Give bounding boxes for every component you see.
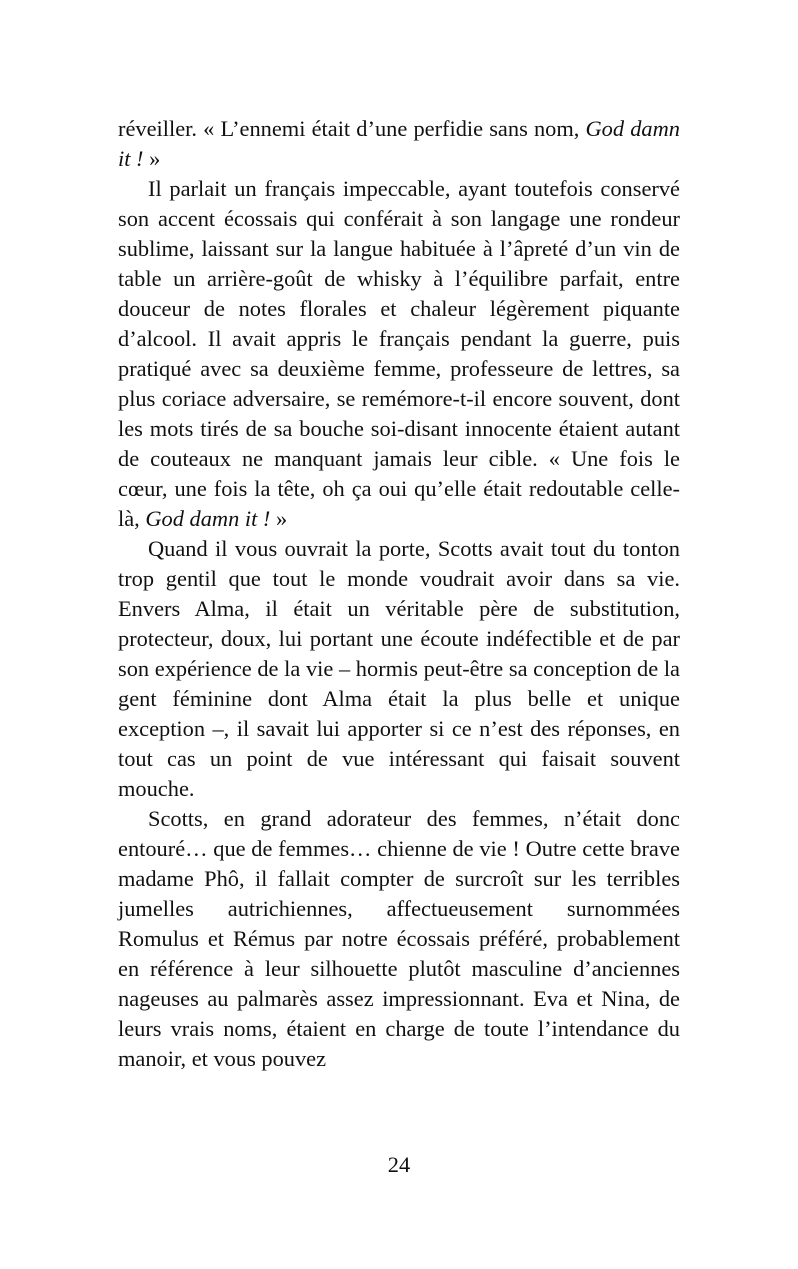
paragraph [118, 804, 680, 1074]
paragraph [118, 174, 680, 534]
paragraph [118, 534, 680, 804]
italic-text-segment: God damn it ! [145, 506, 271, 531]
book-page-text [118, 114, 680, 1074]
text-segment: » [143, 146, 161, 171]
text-segment: » [270, 506, 288, 531]
paragraph [118, 114, 680, 174]
text-segment: réveiller. « L’ennemi était d’une perfidie sans nom, [118, 116, 586, 141]
text-segment: Scotts, en grand adorateur des femmes, n’était donc entouré… que de femmes… chienne de vie ! Outre cette brave madame Phô, il fallait compter de surcroît sur les terribles jumelles autrichiennes, affectueusement surnommées Romulus et Rémus par notre écossais préféré, probablement en référence à leur silhouette plutôt masculine d’anciennes nageuses au palmarès assez impressionnant. Eva et Nina, de leurs vrais noms, étaient en charge de toute l’intendance du manoir, et vous pouvez [118, 806, 680, 1071]
text-segment: Il parlait un français impeccable, ayant toutefois conservé son accent écossais qui conférait à son langage une rondeur sublime, laissant sur la langue habituée à l’âpreté d’un vin de table un arrière-goût de whisky à l’équilibre parfait, entre douceur de notes florales et chaleur légèrement piquante d’alcool. Il avait appris le français pendant la guerre, puis pratiqué avec sa deuxième femme, professeure de lettres, sa plus coriace adversaire, se remémore-t-il encore souvent, dont les mots tirés de sa bouche soi-disant innocente étaient autant de couteaux ne manquant jamais leur cible. « Une fois le cœur, une fois la tête, oh ça oui qu’elle était redoutable celle-là, [118, 176, 680, 531]
italic-text-segment: God damn it ! [118, 116, 680, 171]
page-number: 24 [387, 1152, 411, 1177]
text-segment: Quand il vous ouvrait la porte, Scotts avait tout du tonton trop gentil que tout le monde voudrait avoir dans sa vie. Envers Alma, il était un véritable père de substitution, protecteur, doux, lui portant une écoute indéfectible et de par son expérience de la vie – hormis peut-être sa conception de la gent féminine dont Alma était la plus belle et unique exception –, il savait lui apporter si ce n’est des réponses, en tout cas un point de vue intéressant qui faisait souvent mouche. [118, 536, 680, 801]
